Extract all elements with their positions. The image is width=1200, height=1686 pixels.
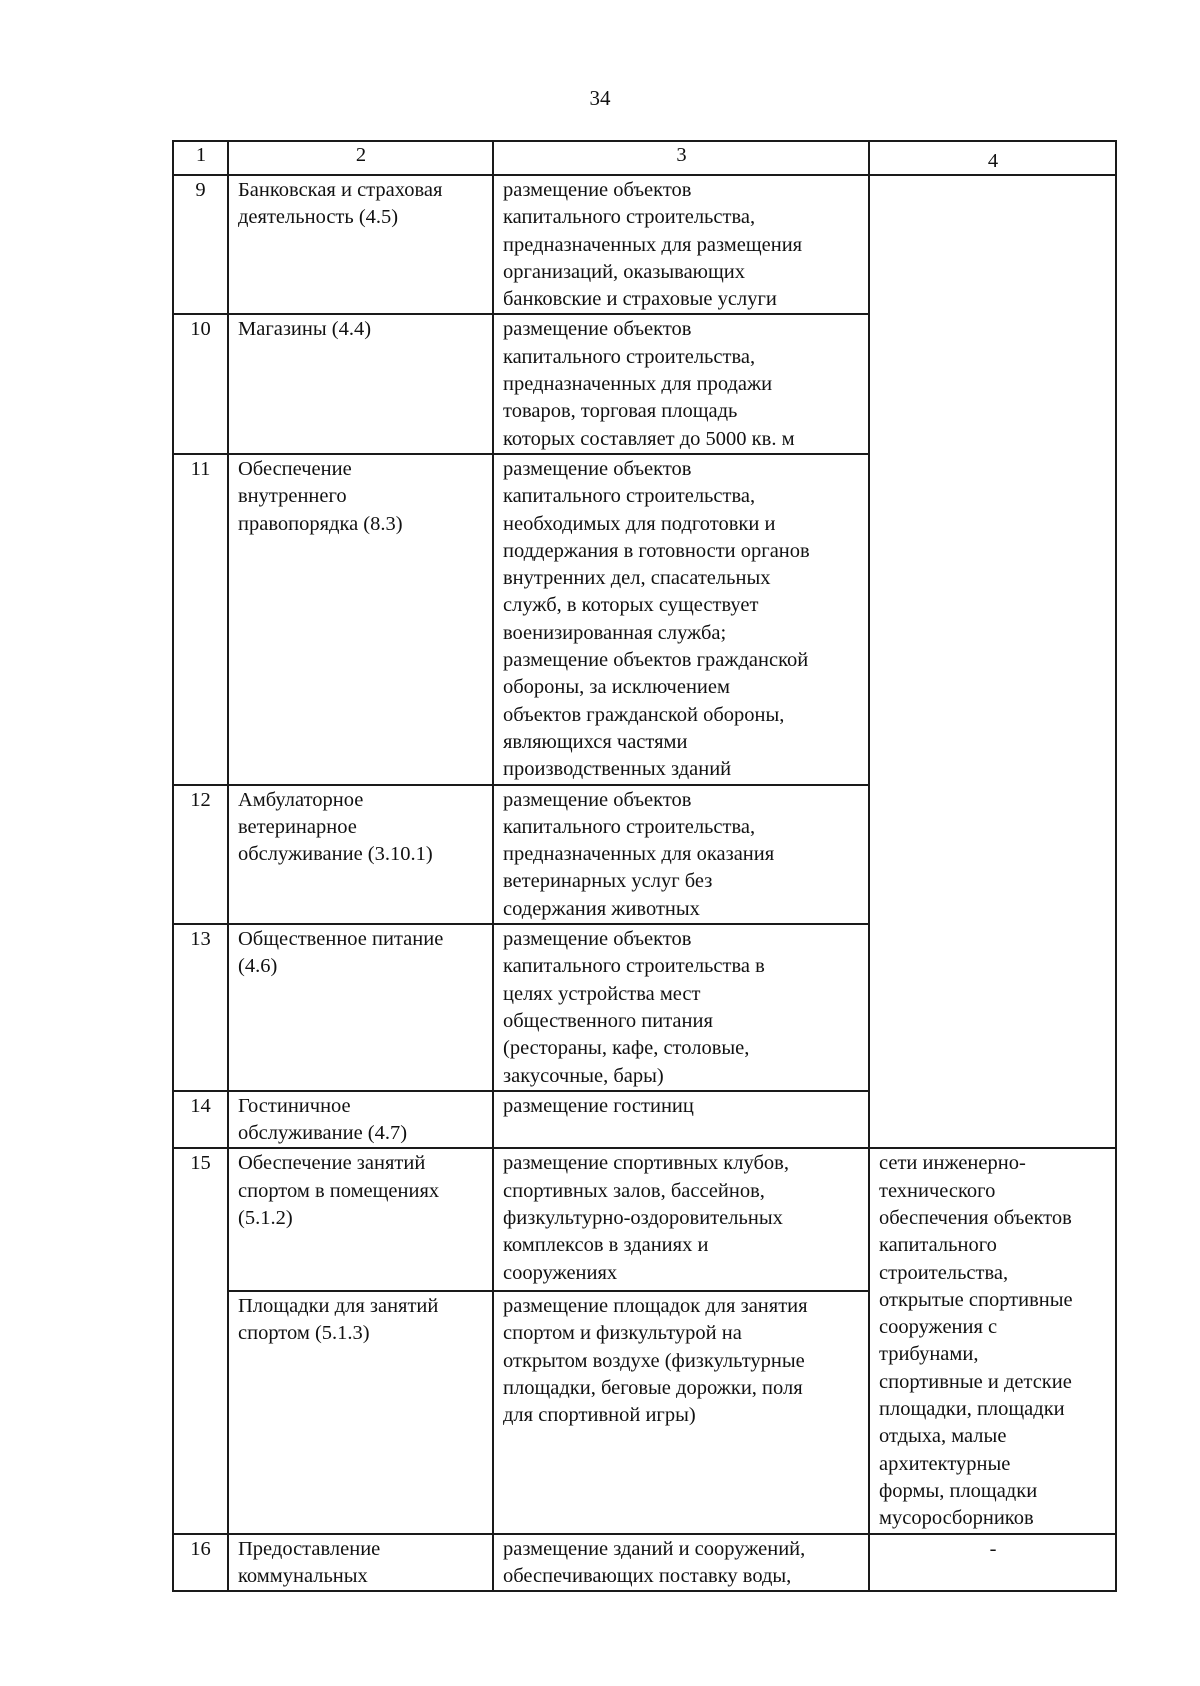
row-number: 10	[173, 314, 228, 453]
use-description: размещение объектов капитального строительства, предназначенных для размещения организаций, оказывающих банковские и страховые услуги	[493, 175, 869, 314]
header-col-1: 1	[173, 141, 228, 175]
row-number: 16	[173, 1534, 228, 1592]
row-number: 13	[173, 924, 228, 1091]
row-number: 11	[173, 454, 228, 785]
table-row	[173, 1534, 1116, 1592]
use-type-name: Магазины (4.4)	[228, 314, 493, 453]
use-type-name: Предоставление коммунальных	[228, 1534, 493, 1592]
use-description: размещение гостиниц	[493, 1091, 869, 1149]
use-type-name: Банковская и страховая деятельность (4.5)	[228, 175, 493, 314]
header-col-4: 4	[869, 141, 1116, 175]
page-number: 34	[589, 86, 611, 110]
header-col-3: 3	[493, 141, 869, 175]
use-description: размещение спортивных клубов, спортивных залов, бассейнов, физкультурно-оздоровительных комплексов в зданиях и сооружениях	[493, 1148, 869, 1291]
use-description: размещение площадок для занятия спортом и физкультурой на открытом воздухе (физкультурные площадки, беговые дорожки, поля для спортивной игры)	[493, 1291, 869, 1533]
use-description: размещение объектов капитального строительства, предназначенных для продажи товаров, торговая площадь которых составляет до 5000 кв. м	[493, 314, 869, 453]
auxiliary-uses-cell-empty	[869, 175, 1116, 1148]
use-type-name: Площадки для занятий спортом (5.1.3)	[228, 1291, 493, 1533]
table-row	[173, 175, 1116, 314]
table-row	[173, 1148, 1116, 1291]
use-description: размещение зданий и сооружений, обеспечивающих поставку воды,	[493, 1534, 869, 1592]
row-number: 15	[173, 1148, 228, 1533]
use-type-name: Амбулаторное ветеринарное обслуживание (3.10.1)	[228, 785, 493, 924]
use-type-name: Общественное питание (4.6)	[228, 924, 493, 1091]
use-description: размещение объектов капитального строительства, предназначенных для оказания ветеринарных услуг без содержания животных	[493, 785, 869, 924]
use-description: размещение объектов капитального строительства в целях устройства мест общественного питания (рестораны, кафе, столовые, закусочные, бары)	[493, 924, 869, 1091]
row-number: 14	[173, 1091, 228, 1149]
use-type-name: Обеспечение занятий спортом в помещениях (5.1.2)	[228, 1148, 493, 1291]
use-type-name: Гостиничное обслуживание (4.7)	[228, 1091, 493, 1149]
auxiliary-uses-dash: -	[869, 1534, 1116, 1592]
use-description: размещение объектов капитального строительства, необходимых для подготовки и поддержания в готовности органов внутренних дел, спасательных служб, в которых существует военизированная служба; размещение объектов гражданской обороны, за исключением объектов гражданской обороны, являющихся частями производственных зданий	[493, 454, 869, 785]
use-type-name: Обеспечение внутреннего правопорядка (8.3)	[228, 454, 493, 785]
header-col-2: 2	[228, 141, 493, 175]
row-number: 12	[173, 785, 228, 924]
auxiliary-uses: сети инженерно- технического обеспечения объектов капитального строительства, открытые спортивные сооружения с трибунами, спортивные и детские площадки, площадки отдыха, малые архитектурные формы, площадки мусоросборников	[869, 1148, 1116, 1533]
row-number: 9	[173, 175, 228, 314]
permitted-use-table	[172, 140, 1117, 1592]
table-header-row	[173, 141, 1116, 175]
